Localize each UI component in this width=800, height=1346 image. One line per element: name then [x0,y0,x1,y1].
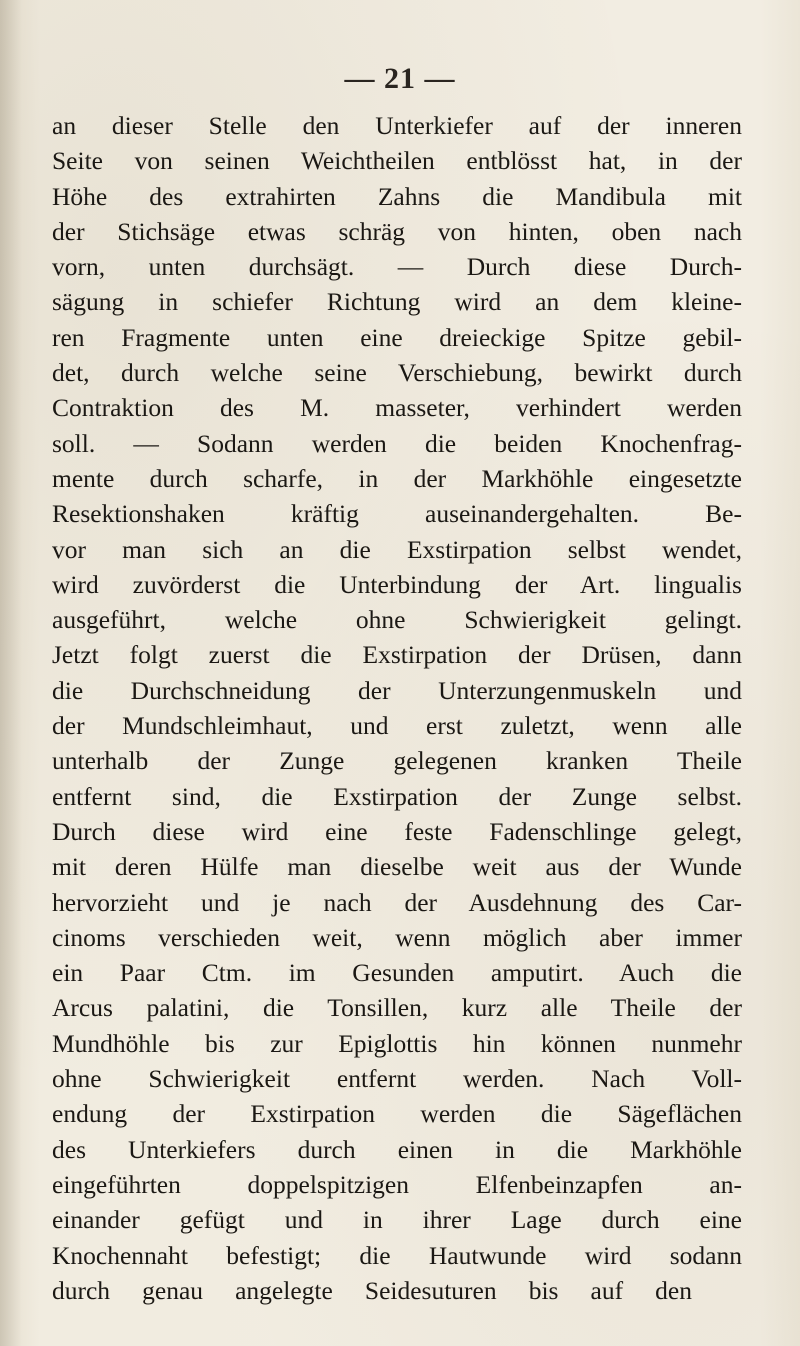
text-line-1: an dieser Stelle den Unterkiefer auf der inneren [52,111,742,140]
text-line-15: ausgeführt, welche ohne Schwierigkeit gelingt. [52,605,742,635]
text-line-24: cinoms verschieden weit, wenn möglich aber immer [52,922,742,952]
text-line-33: Knochennaht befestigt; die Hautwunde wird sodann [52,1240,742,1270]
text-line-3: Höhe des extrahirten Zahns die Mandibula mit [52,181,742,211]
text-line-20: entfernt sind, die Exstirpation der Zunge selbst. [52,781,742,811]
text-line-23: hervorzieht und je nach der Ausdehnung des Car- [52,887,742,917]
text-line-13: vor man sich an die Exstirpation selbst wendet, [52,534,742,564]
text-line-29: endung der Exstirpation werden die Sägeflächen [52,1099,742,1129]
page-edge-shadow [0,0,22,1346]
text-line-4: der Stichsäge etwas schräg von hinten, oben nach [52,216,742,246]
text-line-11: mente durch scharfe, in der Markhöhle eingesetzte [52,463,742,493]
text-line-17: die Durchschneidung der Unterzungenmuskeln und [52,675,742,705]
text-line-18: der Mundschleimhaut, und erst zuletzt, wenn alle [52,711,742,741]
text-line-22: mit deren Hülfe man dieselbe weit aus der Wunde [52,852,742,882]
text-line-27: Mundhöhle bis zur Epiglottis hin können nunmehr [52,1028,742,1058]
text-line-6: sägung in schiefer Richtung wird an dem kleine- [52,287,742,317]
text-line-31: eingeführten doppelspitzigen Elfenbeinzapfen an- [52,1169,742,1199]
text-line-2: Seite von seinen Weichtheilen entblösst hat, in der [52,146,742,176]
text-line-34: durch genau angelegte Seidesuturen bis auf den [52,1275,692,1305]
text-line-16: Jetzt folgt zuerst die Exstirpation der Drüsen, dann [52,640,742,670]
page-number: — 21 — [344,62,456,95]
text-line-28: ohne Schwierigkeit entfernt werden. Nach Voll- [52,1064,742,1094]
text-line-9: Contraktion des M. masseter, verhindert werden [52,393,742,423]
text-line-12: Resektionshaken kräftig auseinandergehalten. Be- [52,499,742,529]
text-line-25: ein Paar Ctm. im Gesunden amputirt. Auch die [52,958,742,988]
text-line-14: wird zuvörderst die Unterbindung der Art. lingualis [52,569,742,599]
body-text [52,108,742,1308]
text-line-8: det, durch welche seine Verschiebung, bewirkt durch [52,358,742,388]
text-line-21: Durch diese wird eine feste Fadenschlinge gelegt, [52,816,742,846]
text-line-26: Arcus palatini, die Tonsillen, kurz alle Theile der [52,993,742,1023]
text-line-10: soll. — Sodann werden die beiden Knochenfrag- [52,428,742,458]
text-line-7: ren Fragmente unten eine dreieckige Spitze gebil- [52,322,742,352]
text-line-32: einander gefügt und in ihrer Lage durch eine [52,1205,742,1235]
text-line-19: unterhalb der Zunge gelegenen kranken Theile [52,746,742,776]
text-line-5: vorn, unten durchsägt. — Durch diese Durch- [52,252,742,282]
text-line-30: des Unterkiefers durch einen in die Markhöhle [52,1134,742,1164]
